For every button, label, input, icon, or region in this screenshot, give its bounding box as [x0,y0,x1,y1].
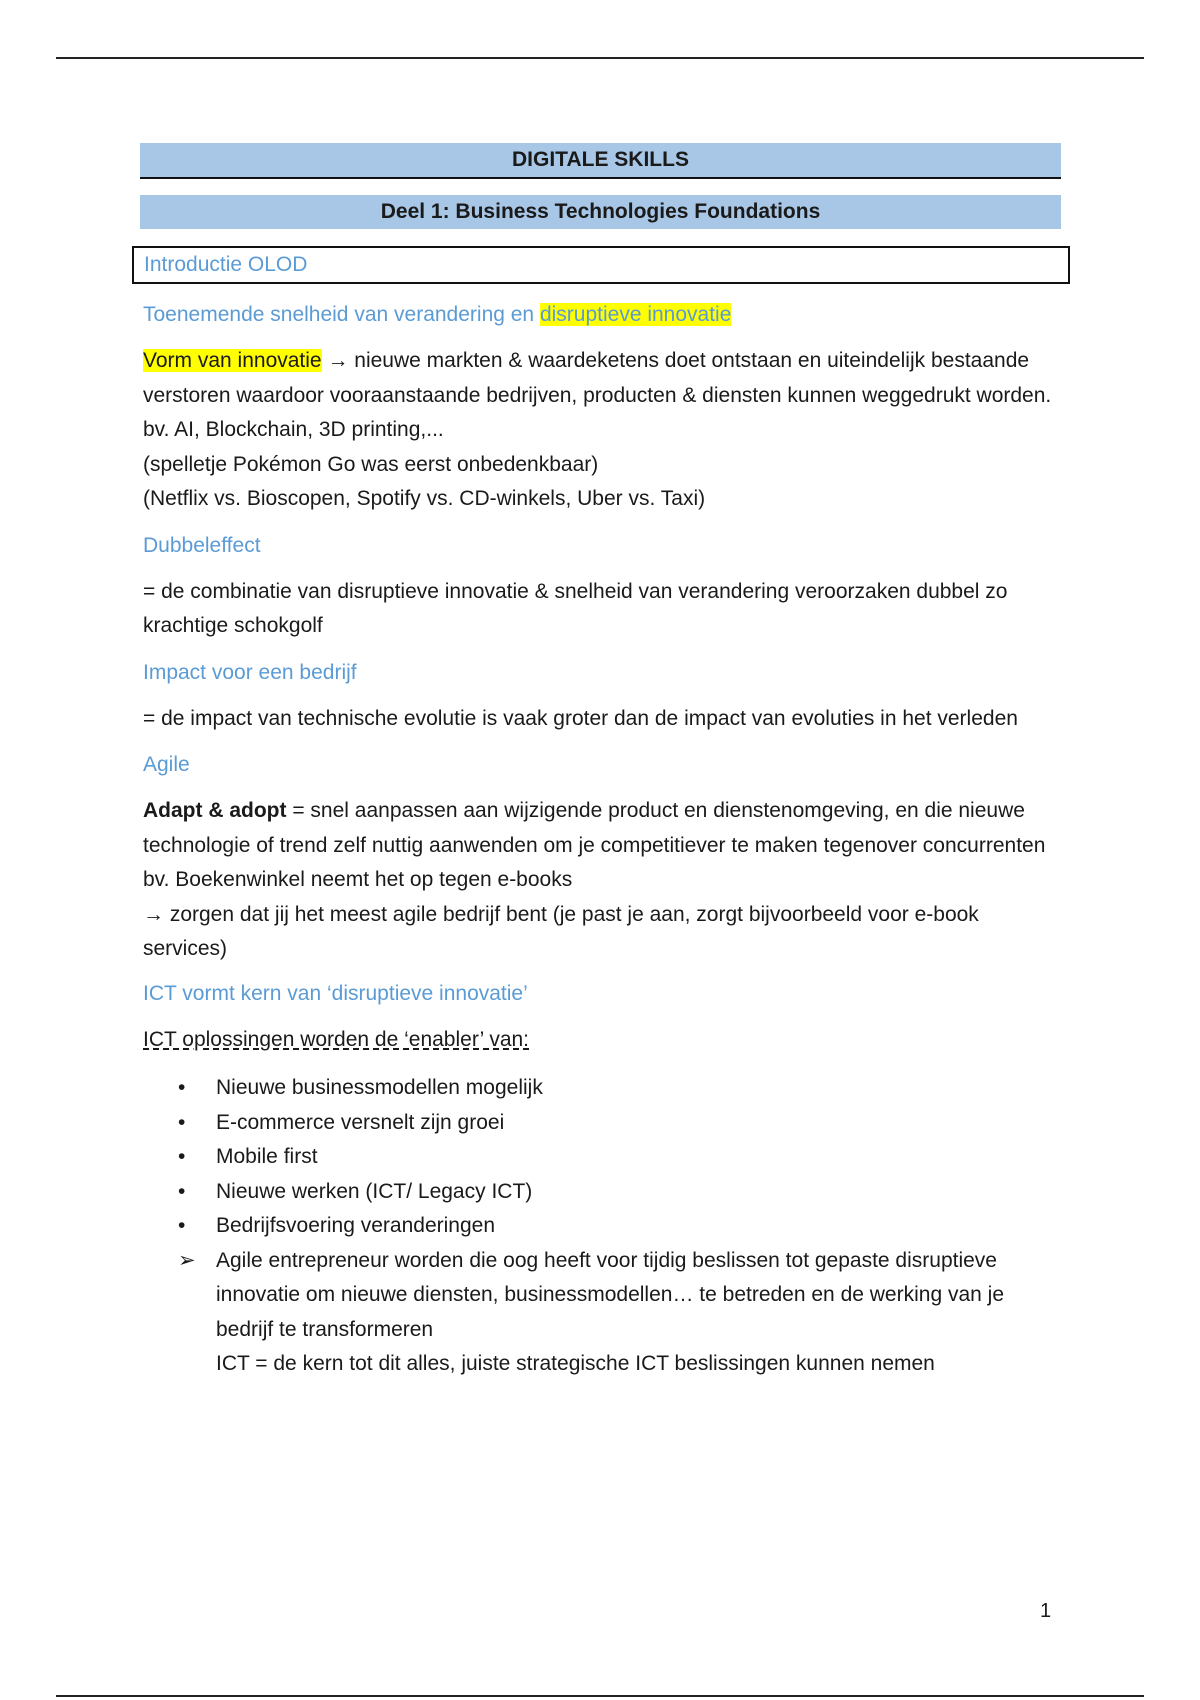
list-item [143,1071,1058,1106]
innovation-pokemon: (spelletje Pokémon Go was eerst onbedenkbaar) [143,452,599,476]
heading-agile: Agile [143,753,190,776]
bullet-icon: • [178,1214,186,1237]
page-content [143,143,1058,1382]
innovation-highlight: Vorm van innovatie [143,349,322,372]
list-item-text: Mobile first [216,1145,318,1168]
header-rule [56,57,1144,59]
enabler-list [143,1071,1058,1382]
heading-impact: Impact voor een bedrijf [143,660,357,684]
bullet-icon: • [178,1179,186,1203]
paragraph-dubbeleffect: = de combinatie van disruptieve innovatie & snelheid van verandering veroorzaken dubbel zo krachtige schokgolf [143,579,1008,637]
agile-text: = snel aanpassen aan wijzigende product en dienstenomgeving, en die nieuwe technologie of trend zelf nuttig aanwenden om je competitiever te maken tegenover concurrenten [143,799,1046,857]
heading-highlight: disruptieve innovatie [539,303,732,326]
list-item-text: Bedrijfsvoering veranderingen [216,1214,495,1237]
ict-enabler-text: ICT oplossingen worden de ‘enabler’ van: [143,1027,530,1051]
agile-bold: Adapt & adopt [143,799,287,822]
paragraph-ict-enabler [143,1023,1058,1058]
list-item [143,1106,1058,1141]
bullet-icon: • [178,1076,186,1099]
innovation-comparisons: (Netflix vs. Bioscopen, Spotify vs. CD-winkels, Uber vs. Taxi) [143,487,706,510]
heading-disruptive-innovation [143,300,1058,330]
list-item-arrow [143,1244,1058,1382]
paragraph-innovation [143,344,1058,517]
arrow-icon: → [321,349,355,372]
list-item-text: Nieuwe werken (ICT/ Legacy ICT) [216,1179,533,1203]
list-item-text: Agile entrepreneur worden die oog heeft voor tijdig beslissen tot gepaste disruptieve innovatie om nieuwe diensten, businessmodellen… te betreden en de werking van je bedrijf te transformeren [216,1248,1004,1341]
document-title: DIGITALE SKILLS [140,143,1061,179]
list-item [143,1140,1058,1175]
heading-ict-core: ICT vormt kern van ‘disruptieve innovatie’ [143,981,528,1005]
agile-arrow-line: → zorgen dat jij het meest agile bedrijf bent (je past je aan, zorgt bijvoorbeeld voor e-book services) [143,902,979,960]
paragraph-agile [143,794,1058,967]
bullet-icon: • [178,1110,186,1134]
innovation-text: nieuwe markten & waardeketens doet ontstaan en uiteindelijk bestaande verstoren waardoor vooraanstaande bedrijven, producten & diensten kunnen weggedrukt worden. [143,349,1052,407]
page-number: 1 [1040,1600,1052,1622]
list-item [143,1209,1058,1244]
innovation-examples: bv. AI, Blockchain, 3D printing,... [143,418,444,441]
document-subtitle: Deel 1: Business Technologies Foundations [140,195,1061,229]
list-item-conclusion: ICT = de kern tot dit alles, juiste strategische ICT beslissingen kunnen nemen [216,1352,935,1375]
section-heading-intro: Introductie OLOD [132,246,1070,284]
agile-example: bv. Boekenwinkel neemt het op tegen e-books [143,868,573,891]
heading-text: Toenemende snelheid van verandering en [143,303,540,326]
list-item-text: Nieuwe businessmodellen mogelijk [216,1076,543,1099]
list-item-text: E-commerce versnelt zijn groei [216,1110,505,1134]
bullet-icon: • [178,1145,186,1168]
paragraph-impact: = de impact van technische evolutie is vaak groter dan de impact van evoluties in het verleden [143,706,1018,730]
footer-rule [56,1695,1144,1697]
arrowhead-bullet-icon: ➢ [178,1248,196,1272]
list-item [143,1175,1058,1210]
heading-dubbeleffect: Dubbeleffect [143,533,261,557]
